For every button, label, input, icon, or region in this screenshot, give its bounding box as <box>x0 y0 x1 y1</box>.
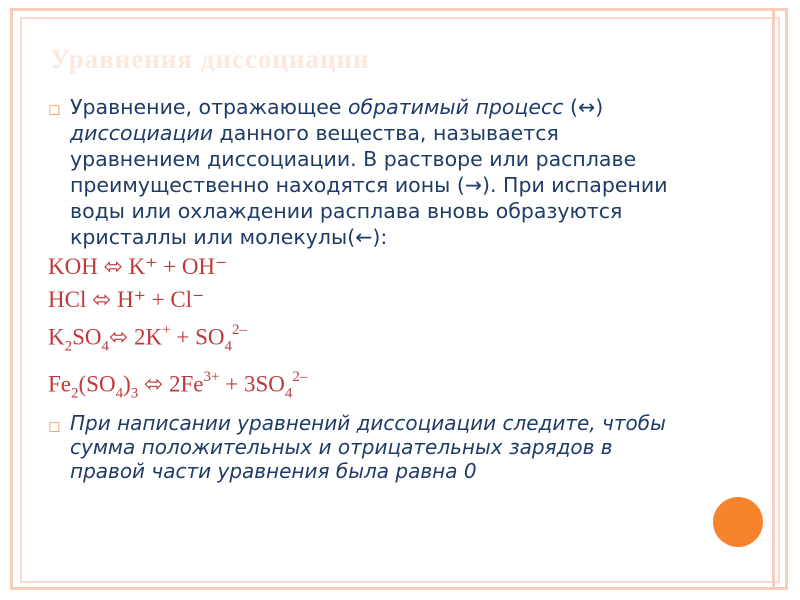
slide-frame-right-line <box>772 8 775 590</box>
formula-part: ⬄ 2K <box>109 324 163 350</box>
formula-part: (SO <box>78 371 116 397</box>
formula-part: ⬄ 2Fe <box>138 371 204 397</box>
bullet-item-note <box>48 411 688 483</box>
paragraph-text: Уравнение, отражающее <box>70 95 348 119</box>
formula-part: SO <box>72 324 102 350</box>
hollow-square-bullet-icon: ◻ <box>48 416 61 435</box>
formula-part: K <box>48 324 65 350</box>
hollow-square-bullet-icon: ◻ <box>48 100 61 118</box>
formula-subscript: 4 <box>115 385 124 402</box>
formula-part: + 3SO <box>219 371 285 397</box>
formula-superscript: 3+ <box>203 369 220 386</box>
bullet-item-definition <box>48 94 688 250</box>
formula-subscript: 2 <box>64 338 73 355</box>
paragraph-text: данного вещества, называется уравнением диссоциации. В растворе или расплаве преимущественно находятся ионы (→). При испарении воды или охлаждении расплава вновь образуются кристаллы или молекулы(←): <box>70 121 668 249</box>
slide-title: Уравнения диссоциации <box>50 44 370 74</box>
formula-subscript: 2 <box>71 385 79 402</box>
formula-superscript: 2– <box>292 369 308 386</box>
formula-subscript: 3 <box>130 385 139 402</box>
equation-k2so4 <box>48 316 688 363</box>
note-paragraph: При написании уравнений диссоциации следите, чтобы сумма положительных и отрицательных зарядов в правой части уравнения была равна 0 <box>70 410 666 483</box>
formula-superscript: + <box>162 322 171 338</box>
paragraph-italic-term: диссоциации <box>70 121 214 145</box>
formula-part: ) <box>123 371 131 397</box>
equation-fe2so43 <box>48 363 688 410</box>
formula-superscript: 2– <box>232 322 248 338</box>
formula-subscript: 4 <box>224 338 233 355</box>
slide-content <box>48 94 688 483</box>
equation-koh: KOH ⬄ K⁺ + OH⁻ <box>48 254 228 279</box>
decorative-orange-circle <box>713 497 763 547</box>
paragraph-italic-term: обратимый процесс <box>347 95 564 119</box>
formula-subscript: 4 <box>101 338 110 355</box>
formula-part: + SO <box>170 324 225 350</box>
formula-part: Fe <box>48 371 71 397</box>
equation-hcl: HCl ⬄ H⁺ + Cl⁻ <box>48 287 205 312</box>
paragraph-text: (↔) <box>563 95 604 119</box>
formula-subscript: 4 <box>284 385 293 402</box>
definition-paragraph <box>70 94 688 250</box>
